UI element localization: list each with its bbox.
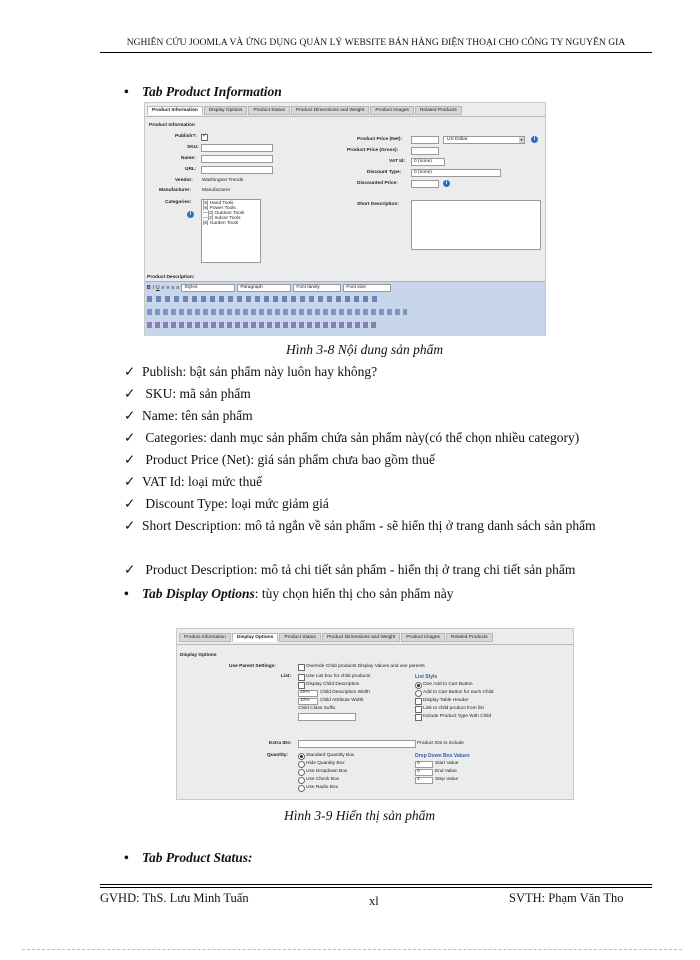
underline-icon[interactable]: U [156, 285, 160, 291]
tab-display-options[interactable]: Display Options [232, 633, 279, 642]
italic-icon[interactable]: I [152, 285, 155, 291]
step-value: 1 [417, 777, 420, 782]
list-item-text: Discount Type: loại mức giảm giá [142, 496, 329, 511]
manufacturer-label: Manufacturer: [159, 188, 191, 193]
info-icon[interactable]: i [443, 180, 450, 187]
price-gross-input[interactable] [411, 147, 439, 155]
section-heading-product-information [124, 84, 282, 100]
list-style-radio[interactable] [415, 682, 422, 689]
vat-select[interactable] [411, 158, 445, 166]
checkmark-icon: ✓ [124, 386, 136, 401]
vat-value: 0 (none) [414, 159, 432, 164]
page-break-line [22, 949, 682, 950]
list-style-radio[interactable] [415, 690, 422, 697]
running-header: NGHIÊN CỨU JOOMLA VÀ ỨNG DỤNG QUẢN LÝ WEBSITE BÁN HÀNG ĐIỆN THOẠI CHO CÔNG TY NGUYÊN GIA [126, 38, 626, 48]
step-value-label: Step Value [435, 777, 459, 782]
extra-ids-label: Extra IDs: [269, 741, 292, 746]
discount-type-label: Discount Type: [367, 170, 402, 175]
list-style-checkbox[interactable] [415, 714, 422, 721]
product-information-screenshot [144, 102, 546, 336]
discounted-price-label: Discounted Price: [357, 181, 398, 186]
category-option[interactable]: [5] Hand Tools [203, 201, 234, 206]
url-label: URL: [185, 167, 197, 172]
quantity-radio[interactable] [298, 769, 305, 776]
list-option-text: Use List box for child products [306, 674, 371, 679]
footer-rule [100, 884, 652, 885]
name-input[interactable] [201, 155, 273, 163]
child-attr-width-label: Child Attribute Width [320, 698, 364, 703]
categories-listbox[interactable] [201, 199, 261, 263]
section-heading-display-options [124, 586, 454, 602]
bullet: • [124, 586, 129, 601]
tab-product-status[interactable]: Product Status [279, 633, 320, 642]
quantity-option: Use Check Box [306, 777, 340, 782]
tab-bar [147, 106, 462, 115]
list-item [124, 559, 652, 581]
tab-divider [145, 116, 545, 117]
list-item-text: Product Price (Net): giá sản phẩm chưa bao gồm thuế [142, 452, 435, 467]
list-style-option: Add to Cart Button for each Child [423, 690, 494, 695]
quantity-radio[interactable] [298, 753, 305, 760]
figure-caption-3-8: Hình 3-8 Nội dung sản phẩm [286, 342, 444, 357]
name-label: Name: [181, 156, 196, 161]
list-item [124, 515, 652, 537]
font-size-value: Font size [346, 285, 366, 290]
checkmark-icon: ✓ [124, 496, 136, 511]
footer-rule [100, 887, 652, 888]
tab-related-products[interactable]: Related Products [415, 106, 462, 115]
list-item-text: VAT Id: loại mức thuế [142, 474, 263, 489]
list-option-text: Display Child Description [306, 682, 360, 687]
list-style-option: Link to child product from list [423, 706, 484, 711]
discount-type-value: 0 (none) [414, 170, 432, 175]
list-item-text: SKU: mã sản phẩm [142, 386, 251, 401]
justify-icon[interactable]: ≡ [176, 285, 180, 291]
category-option[interactable]: [5] Power Tools [203, 206, 236, 211]
list-style-option: Include Product Type With Child [423, 714, 492, 719]
toolbar-icons-row[interactable] [147, 309, 407, 315]
end-value-input[interactable] [415, 769, 433, 776]
list-style-option: One Add to Cart Button [423, 682, 473, 687]
list-item-text: Categories: danh mục sản phẩm chứa sản phẩm này(có thể chọn nhiều category) [142, 430, 580, 445]
section-heading-description: : tùy chọn hiển thị cho sản phẩm này [254, 586, 454, 601]
manufacturer-value: Manufacturer [202, 188, 231, 193]
quantity-option: Standard Quantity Box [306, 753, 355, 758]
checkmark-icon: ✓ [124, 408, 136, 423]
tab-dimensions-weight[interactable]: Product Dimensions and Weight [291, 106, 369, 115]
list-item [124, 383, 652, 405]
align-right-icon[interactable]: ≡ [171, 285, 175, 291]
quantity-option: Hide Quantity Box [306, 761, 345, 766]
list-item [124, 361, 652, 383]
price-net-label: Product Price (Net): [357, 137, 403, 142]
vendor-label: Vendor: [175, 178, 193, 183]
list-item-text: Short Description: mô tả ngắn về sản phẩm - sẽ hiển thị ở trang danh sách sản phẩm [142, 518, 596, 533]
group-title: Display Options [180, 653, 217, 658]
sku-label: SKU: [187, 145, 199, 150]
styles-value: Styles [184, 285, 198, 290]
list-item-text: Product Description: mô tả chi tiết sản phẩm - hiển thị ở trang chi tiết sản phẩm [142, 562, 576, 577]
end-value-label: End Value [435, 769, 457, 774]
section-heading-product-status [124, 850, 253, 866]
vat-label: VAT Id: [389, 159, 406, 164]
step-value-input[interactable] [415, 777, 433, 784]
child-class-suffix-label: Child Class Suffix [298, 706, 336, 711]
list-option-checkbox[interactable] [298, 682, 305, 689]
quantity-label: Quantity: [267, 753, 289, 758]
currency-select[interactable] [443, 136, 525, 144]
header-rule [100, 52, 652, 53]
checkmark-icon: ✓ [124, 474, 136, 489]
tab-product-information[interactable]: Product Information [179, 633, 231, 642]
toolbar-icons-row[interactable] [147, 296, 377, 302]
tab-product-images[interactable]: Product Images [370, 106, 414, 115]
end-value: 0 [417, 769, 420, 774]
tab-product-images[interactable]: Product Images [401, 633, 445, 642]
group-title: Product Information [149, 123, 195, 128]
use-parent-label: Use Parent Settings: [229, 664, 276, 669]
align-left-icon[interactable]: ≡ [161, 285, 165, 291]
quantity-radio[interactable] [298, 777, 305, 784]
product-description-label: Product Description: [147, 275, 195, 280]
tab-divider [177, 644, 573, 645]
list-item [124, 493, 652, 515]
tab-display-options[interactable]: Display Options [204, 106, 248, 115]
child-attr-width-value: 10% [300, 698, 310, 703]
list-item-text: Publish: bật sản phẩm này luôn hay không? [142, 364, 378, 379]
checkmark-icon: ✓ [124, 430, 136, 445]
sku-input[interactable] [201, 144, 273, 152]
discount-type-select[interactable] [411, 169, 501, 177]
list-style-checkbox[interactable] [415, 698, 422, 705]
publish-checkbox[interactable] [201, 134, 208, 141]
figure-caption-3-9: Hình 3-9 Hiển thị sản phẩm [284, 808, 436, 823]
category-option[interactable]: —[2] Indoor Tools [203, 216, 241, 221]
info-icon[interactable]: i [531, 136, 538, 143]
tab-related-products[interactable]: Related Products [446, 633, 493, 642]
vendor-value: Washington Trends [202, 178, 244, 183]
publish-label: Publish?: [175, 134, 197, 139]
font-family-value: Font family [296, 285, 320, 290]
child-desc-width-input[interactable] [298, 690, 318, 697]
dropdown-values-title: Drop Down Box Values [415, 753, 470, 759]
font-family-select[interactable] [293, 284, 341, 292]
checkmark-icon: ✓ [124, 364, 136, 379]
use-parent-checkbox[interactable] [298, 664, 305, 671]
display-options-screenshot [176, 628, 574, 800]
start-value-input[interactable] [415, 761, 433, 768]
font-size-select[interactable] [343, 284, 391, 292]
checkmark-icon: ✓ [124, 562, 136, 577]
toolbar-icons-row[interactable] [147, 322, 377, 328]
price-gross-label: Product Price (Gross): [347, 148, 399, 153]
short-description-textarea[interactable] [411, 200, 541, 250]
info-icon[interactable]: i [187, 211, 194, 218]
quantity-option: Use Dropdown Box [306, 769, 348, 774]
styles-select[interactable] [181, 284, 235, 292]
quantity-radio[interactable] [298, 761, 305, 768]
list-label: List: [281, 674, 292, 679]
tab-dimensions-weight[interactable]: Product Dimensions and Weight [322, 633, 400, 642]
list-style-title: List Style [415, 674, 438, 680]
child-attr-width-input[interactable] [298, 698, 318, 705]
categories-label: Categories: [165, 200, 192, 205]
section-heading-text: Tab Product Information [142, 84, 282, 99]
list-item [124, 427, 652, 449]
discounted-price-input[interactable] [411, 180, 439, 188]
quantity-option: Use Radio Box [306, 785, 338, 790]
start-value: 0 [417, 761, 420, 766]
tab-bar [179, 633, 493, 642]
bullet: • [124, 850, 129, 865]
paragraph-select[interactable] [237, 284, 291, 292]
list-style-option: Display Table Header [423, 698, 469, 703]
list-option-checkbox[interactable] [298, 674, 305, 681]
category-option[interactable]: —[2] Outdoor Tools [203, 211, 245, 216]
currency-value: US Dollar [447, 137, 468, 142]
section-heading-text: Tab Product Status: [142, 850, 253, 865]
quantity-radio[interactable] [298, 785, 305, 792]
short-description-label: Short Description: [357, 202, 399, 207]
list-item [124, 471, 652, 493]
use-parent-text: Override Child products Display Values and use parents [306, 664, 425, 669]
child-desc-width-label: Child Description Width [320, 690, 370, 695]
extra-ids-input[interactable] [298, 740, 416, 748]
child-desc-width-value: 20% [300, 690, 310, 695]
list-item [124, 449, 652, 471]
tab-product-information[interactable]: Product Information [147, 106, 203, 115]
category-option[interactable]: [5] Garden Tools [203, 221, 239, 226]
bullet: • [124, 84, 129, 99]
price-net-input[interactable] [411, 136, 439, 144]
editor-toolbar [145, 281, 545, 336]
page-number: xl [369, 894, 379, 908]
paragraph-value: Paragraph [240, 285, 263, 290]
checkmark-icon: ✓ [124, 452, 136, 467]
list-item [124, 405, 652, 427]
chevron-down-icon: ▾ [520, 137, 523, 142]
section-heading-text: Tab Display Options [142, 586, 255, 601]
bold-icon[interactable]: B [147, 285, 151, 291]
list-item-text: Name: tên sản phẩm [142, 408, 253, 423]
footer-student: SVTH: Phạm Văn Tho [509, 891, 624, 905]
child-class-suffix-input[interactable] [298, 713, 356, 721]
list-style-checkbox[interactable] [415, 706, 422, 713]
checkmark-icon: ✓ [124, 518, 136, 533]
footer-advisor: GVHD: ThS. Lưu Minh Tuấn [100, 891, 249, 905]
url-input[interactable] [201, 166, 273, 174]
tab-product-status[interactable]: Product Status [248, 106, 289, 115]
extra-ids-text: Product IDs to include [417, 741, 464, 746]
align-center-icon[interactable]: ≡ [166, 285, 170, 291]
start-value-label: Start Value [435, 761, 459, 766]
